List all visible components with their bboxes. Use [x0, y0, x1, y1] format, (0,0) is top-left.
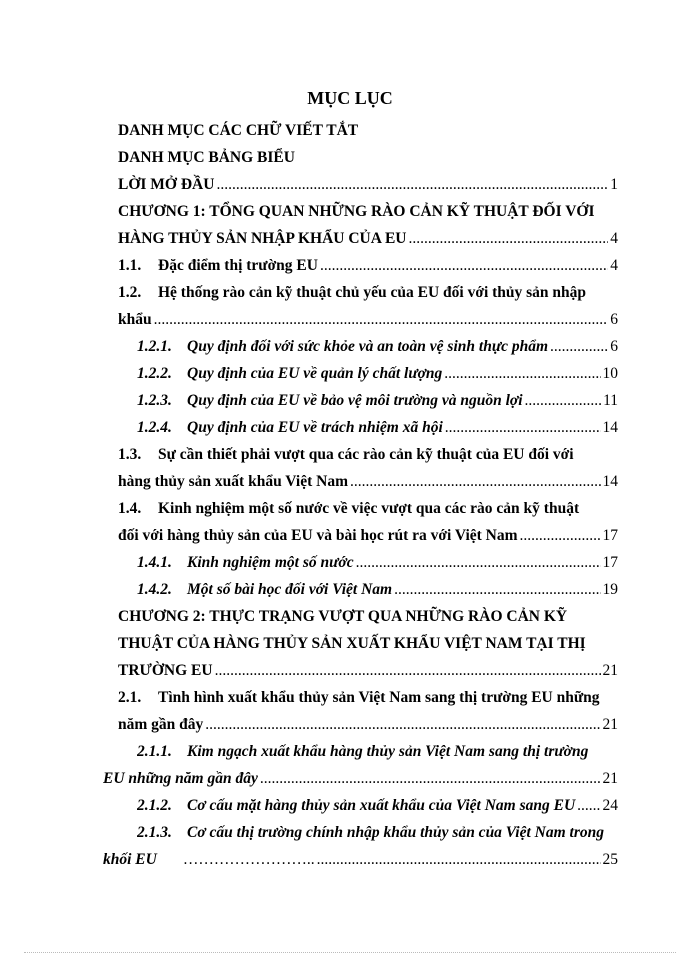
dot-leader: [520, 524, 601, 548]
toc-entry-chapter-1-line-1: CHƯƠNG 1: TỔNG QUAN NHỮNG RÀO CẢN KỸ THUẬT ĐỐI VỚI: [118, 203, 595, 220]
toc-entry-chapter-1-line-2: HÀNG THỦY SẢN NHẬP KHẨU CỦA EU ..... 4: [118, 227, 618, 251]
page-number: 25: [602, 851, 618, 868]
dot-leader: [205, 713, 600, 737]
dot-leader: [577, 794, 600, 818]
ellipsis-leader: ……………………..: [182, 851, 315, 868]
toc-entry-1-4-line-2: đối với hàng thủy sản của EU và bài học rút ra với Việt Nam ..... 17: [118, 524, 618, 548]
dot-leader: [350, 470, 601, 494]
page-number: 21: [602, 716, 618, 733]
page-number: 11: [603, 392, 618, 409]
dot-leader: [215, 659, 601, 683]
page-number: 14: [602, 473, 618, 490]
toc-entry-1-4-line-1: 1.4. Kinh nghiệm một số nước về việc vượt qua các rào cản kỹ thuật: [118, 500, 580, 517]
dot-leader: [356, 551, 601, 575]
toc-entry-1-2-2: 1.2.2. Quy định của EU về quản lý chất lượng ..... 10: [137, 362, 618, 386]
toc-entry-1-2-line-1: 1.2. Hệ thống rào cản kỹ thuật chủ yếu của EU đối với thủy sản nhập: [118, 284, 587, 301]
page-number: 6: [610, 311, 618, 328]
toc-entry-2-1-line-1: 2.1. Tình hình xuất khẩu thủy sản Việt Nam sang thị trường EU những: [118, 689, 600, 706]
page-number: 21: [602, 662, 618, 679]
dot-leader: [216, 173, 608, 197]
toc-entry-tables: DANH MỤC BẢNG BIỂU: [118, 149, 295, 166]
page-number: 17: [602, 527, 618, 544]
page-number: 21: [602, 770, 618, 787]
toc-entry-1-2-1: 1.2.1. Quy định đối với sức khỏe và an toàn vệ sinh thực phẩm ..... 6: [137, 335, 618, 359]
toc-entry-2-1-3-line-1: 2.1.3. Cơ cấu thị trường chính nhập khẩu thủy sản của Việt Nam trong: [137, 824, 604, 841]
page-number: 4: [610, 257, 618, 274]
toc-entry-2-1-line-2: năm gần đây ..... 21: [118, 713, 618, 737]
dot-leader: [260, 767, 601, 791]
page-number: 10: [602, 365, 618, 382]
toc-entry-2-1-2: 2.1.2. Cơ cấu mặt hàng thủy sản xuất khẩu của Việt Nam sang EU ..... 24: [137, 794, 618, 818]
toc-entry-2-1-3-line-2: khối EU …………………….. ..... 25: [103, 848, 618, 872]
toc-entry-chapter-2-line-2: THUẬT CỦA HÀNG THỦY SẢN XUẤT KHẨU VIỆT NAM TẠI THỊ: [118, 635, 586, 652]
dot-leader: [409, 227, 609, 251]
toc-entry-2-1-1-line-2: EU những năm gần đây ..... 21: [103, 767, 618, 791]
page-bottom-divider: [24, 952, 676, 953]
toc-entry-1-3-line-1: 1.3. Sự cần thiết phải vượt qua các rào cản kỹ thuật của EU đối với: [118, 446, 574, 463]
page-number: 19: [602, 581, 618, 598]
dot-leader: [317, 848, 601, 872]
dot-leader: [525, 389, 602, 413]
page-number: 24: [602, 797, 618, 814]
page-number: 4: [610, 230, 618, 247]
toc-entry-introduction: LỜI MỞ ĐẦU ..... 1: [118, 173, 618, 197]
toc-entry-1-2-3: 1.2.3. Quy định của EU về bảo vệ môi trường và nguồn lợi ..... 11: [137, 389, 618, 413]
toc-entry-abbreviations: DANH MỤC CÁC CHỮ VIẾT TẮT: [118, 122, 359, 139]
dot-leader: [445, 416, 601, 440]
page-title: MỤC LỤC: [307, 88, 393, 108]
page-number: 6: [610, 338, 618, 355]
toc-entry-1-4-2: 1.4.2. Một số bài học đối với Việt Nam ..... 19: [137, 578, 618, 602]
page-number: 14: [602, 419, 618, 436]
toc-entry-1-4-1: 1.4.1. Kinh nghiệm một số nước ..... 17: [137, 551, 618, 575]
toc-entry-chapter-2-line-1: CHƯƠNG 2: THỰC TRẠNG VƯỢT QUA NHỮNG RÀO CẢN KỸ: [118, 608, 568, 625]
dot-leader: [320, 254, 608, 278]
toc-entry-1-2-line-2: khẩu ..... 6: [118, 308, 618, 332]
page-number: 1: [610, 176, 618, 193]
toc-entry-1-3-line-2: hàng thủy sản xuất khẩu Việt Nam ..... 14: [118, 470, 618, 494]
toc-entry-chapter-2-line-3: TRƯỜNG EU ..... 21: [118, 659, 618, 683]
toc-entry-1-1: 1.1. Đặc điểm thị trường EU ..... 4: [118, 254, 618, 278]
dot-leader: [444, 362, 600, 386]
dot-leader: [154, 308, 609, 332]
toc-entry-1-2-4: 1.2.4. Quy định của EU về trách nhiệm xã hội ..... 14: [137, 416, 618, 440]
dot-leader: [550, 335, 608, 359]
page-number: 17: [602, 554, 618, 571]
toc-entry-2-1-1-line-1: 2.1.1. Kim ngạch xuất khẩu hàng thủy sản Việt Nam sang thị trường: [137, 743, 589, 760]
dot-leader: [394, 578, 600, 602]
